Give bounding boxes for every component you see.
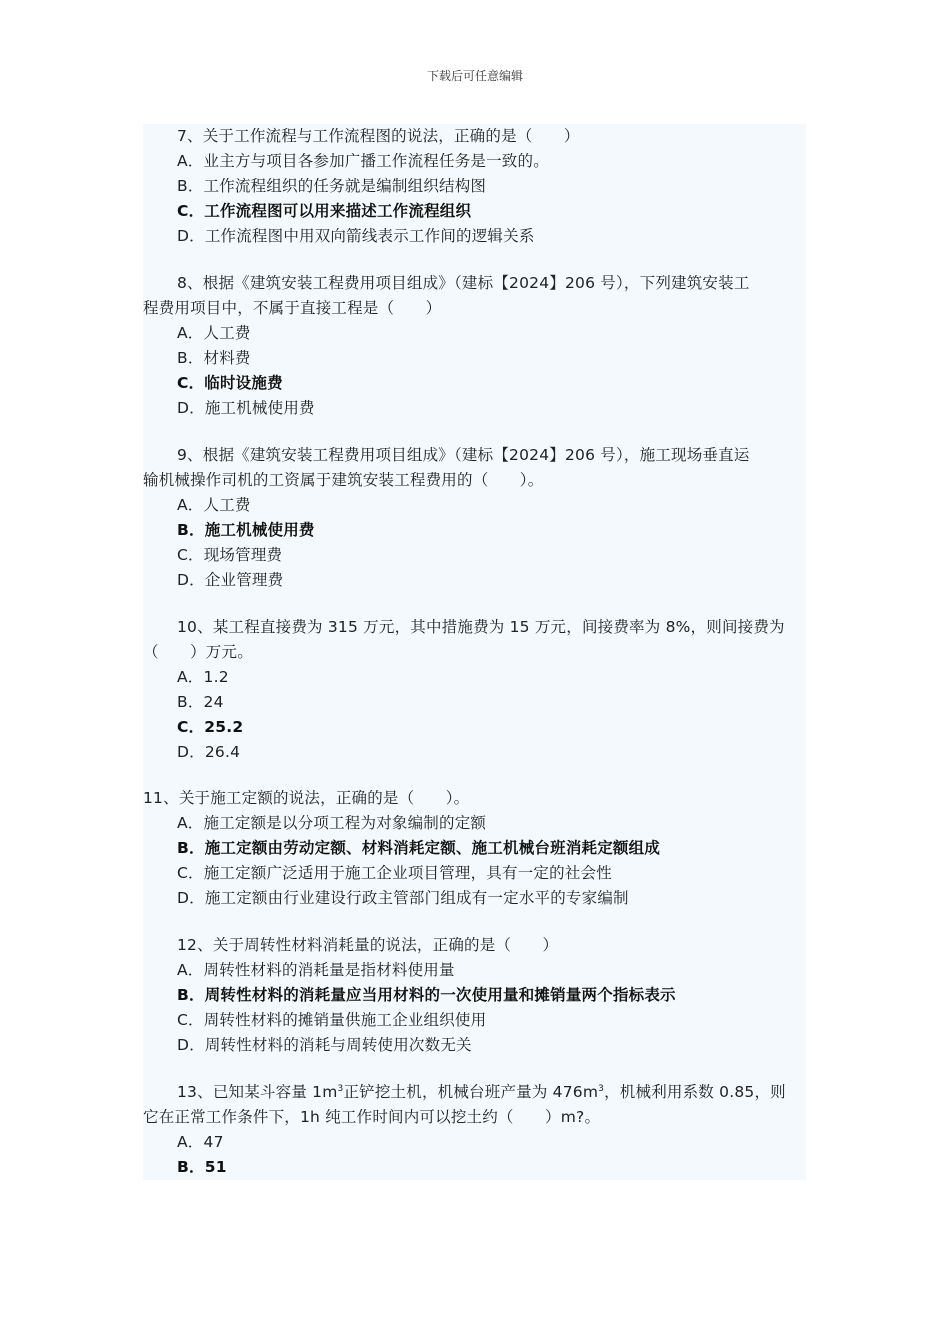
question-stem-continued: （ ）万元。 — [143, 643, 253, 661]
option-d: D．周转性材料的消耗与周转使用次数无关 — [177, 1036, 472, 1054]
option-b-answer: B．周转性材料的消耗量应当用材料的一次使用量和摊销量两个指标表示 — [177, 986, 676, 1004]
option-a: A．施工定额是以分项工程为对象编制的定额 — [177, 814, 487, 832]
question-stem-continued: 它在正常工作条件下，1h 纯工作时间内可以挖土约（ ）m?。 — [143, 1108, 601, 1126]
option-d: D．企业管理费 — [177, 571, 284, 589]
option-b: B．24 — [177, 693, 224, 711]
option-a: A．人工费 — [177, 496, 251, 514]
question-9 — [143, 443, 806, 593]
question-stem: 7、关于工作流程与工作流程图的说法，正确的是（ ） — [177, 127, 580, 145]
option-c-answer: C．工作流程图可以用来描述工作流程组织 — [177, 202, 472, 220]
option-d: D．施工定额由行业建设行政主管部门组成有一定水平的专家编制 — [177, 889, 629, 907]
stem-part: ，机械利用系数 0.85，则 — [604, 1083, 786, 1101]
option-d: D．26.4 — [177, 743, 241, 761]
superscript: 3 — [337, 1083, 344, 1094]
question-11 — [143, 786, 806, 911]
option-a: A．47 — [177, 1133, 224, 1151]
option-b: B．工作流程组织的任务就是编制组织结构图 — [177, 177, 487, 195]
question-8 — [143, 271, 806, 421]
question-12 — [143, 933, 806, 1058]
option-c-answer: C．临时设施费 — [177, 374, 283, 392]
stem-part: 13、已知某斗容量 1m — [177, 1083, 338, 1101]
question-stem: 12、关于周转性材料消耗量的说法，正确的是（ ） — [177, 936, 559, 954]
question-10 — [143, 615, 806, 765]
option-c: C．现场管理费 — [177, 546, 283, 564]
question-stem: 8、根据《建筑安装工程费用项目组成》（建标【2024】206 号），下列建筑安装工 — [177, 274, 750, 292]
stem-part: 正铲挖土机，机械台班产量为 476m — [343, 1083, 599, 1101]
option-a: A．业主方与项目各参加广播工作流程任务是一致的。 — [177, 152, 549, 170]
option-b-answer: B．施工机械使用费 — [177, 521, 315, 539]
question-7 — [143, 124, 806, 249]
question-13 — [143, 1080, 806, 1180]
option-b-answer: B．51 — [177, 1158, 227, 1176]
question-stem — [143, 1080, 806, 1105]
question-stem-continued: 程费用项目中，不属于直接工程是（ ） — [143, 299, 442, 317]
option-b-answer: B．施工定额由劳动定额、材料消耗定额、施工机械台班消耗定额组成 — [177, 839, 661, 857]
question-stem: 9、根据《建筑安装工程费用项目组成》（建标【2024】206 号），施工现场垂直运 — [177, 446, 750, 464]
question-stem: 10、某工程直接费为 315 万元，其中措施费为 15 万元，间接费率为 8%，则间接费为 — [177, 618, 785, 636]
option-d: D．施工机械使用费 — [177, 399, 315, 417]
option-c: C．周转性材料的摊销量供施工企业组织使用 — [177, 1011, 487, 1029]
option-c: C．施工定额广泛适用于施工企业项目管理，具有一定的社会性 — [177, 864, 612, 882]
superscript: 3 — [598, 1083, 605, 1094]
page-header-note: 下载后可任意编辑 — [426, 69, 523, 83]
option-c-answer: C．25.2 — [177, 718, 244, 736]
option-d: D．工作流程图中用双向箭线表示工作间的逻辑关系 — [177, 227, 535, 245]
option-a: A．1.2 — [177, 668, 229, 686]
question-stem-continued: 输机械操作司机的工资属于建筑安装工程费用的（ ）。 — [143, 471, 544, 489]
option-a: A．周转性材料的消耗量是指材料使用量 — [177, 961, 455, 979]
option-a: A．人工费 — [177, 324, 251, 342]
option-b: B．材料费 — [177, 349, 251, 367]
question-stem: 11、关于施工定额的说法，正确的是（ ）。 — [143, 789, 470, 807]
